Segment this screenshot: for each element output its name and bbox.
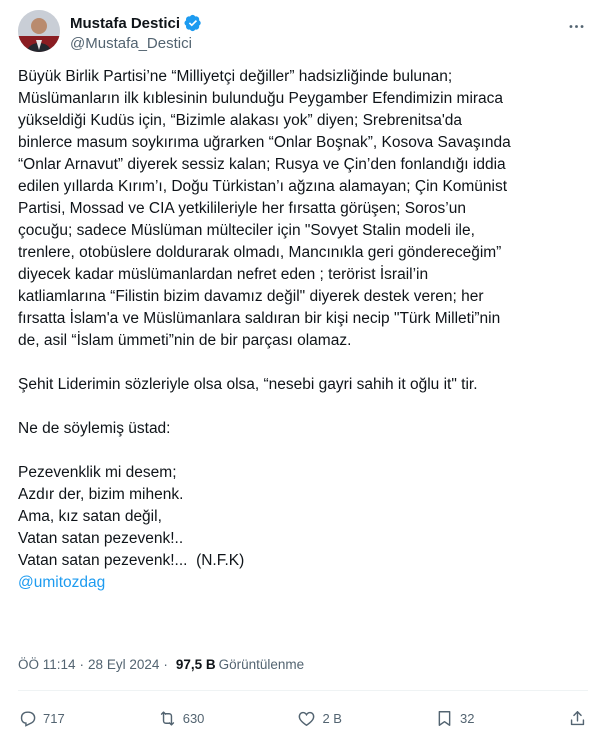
author-names: [70, 13, 202, 52]
view-count[interactable]: 97,5 B: [175, 657, 216, 672]
poem-line: Vatan satan pezevenk!..: [18, 530, 184, 547]
bookmark-count: 32: [459, 710, 475, 726]
poem-line: Vatan satan pezevenk!... (N.F.K): [18, 552, 245, 569]
body-line: “Onlar Arnavut” diyerek sessiz kalan; Rusya ve Çin’den fonlandığı iddia: [18, 156, 506, 173]
verified-badge-icon: [184, 14, 202, 32]
body-line: diyecek kadar müslümanlardan nefret eden ; terörist İsrail’in: [18, 266, 429, 283]
meta-separator: ·: [79, 657, 85, 672]
avatar[interactable]: [18, 10, 60, 52]
body-line: trenlere, otobüslere doldurarak olmadı, Mancınıkla geri göndereceğim”: [18, 244, 502, 261]
tweet-meta: [18, 657, 588, 672]
handle[interactable]: @Mustafa_Destici: [70, 35, 192, 52]
repost-button[interactable]: [158, 709, 205, 728]
share-button[interactable]: [568, 709, 588, 728]
meta-separator: ·: [163, 657, 168, 672]
bookmark-icon: [435, 709, 454, 728]
poem-line: Ama, kız satan değil,: [18, 508, 162, 525]
reply-icon: [18, 709, 37, 728]
reply-count: 717: [43, 710, 65, 726]
like-button[interactable]: [297, 709, 342, 728]
intro-line: Ne de söylemiş üstad:: [18, 420, 171, 437]
share-icon: [568, 709, 587, 728]
tweet-text: [18, 66, 588, 594]
action-bar: [18, 706, 588, 730]
body-line: de, asil “İslam ümmeti”nin de bir parçası olamaz.: [18, 332, 352, 349]
body-line: Partisi, Mossad ve CIA yetkilileriyle her fırsatta görüşen; Soros’un: [18, 200, 466, 217]
more-icon[interactable]: [564, 14, 588, 38]
quote-line: Şehit Liderimin sözleriyle olsa olsa, “nesebi gayri sahih it oğlu it" tir.: [18, 376, 478, 393]
reply-button[interactable]: [18, 709, 65, 728]
poem-line: Pezevenklik mi desem;: [18, 464, 177, 481]
bookmark-button[interactable]: [435, 709, 475, 728]
poem-line: Azdır der, bizim mihenk.: [18, 486, 184, 503]
body-line: yükseldiği Kudüs için, “Bizimle alakası yok” diyen; Srebrenitsa'da: [18, 112, 463, 129]
mention-link[interactable]: @umitozdag: [18, 574, 106, 591]
body-line: fırsatta İslam'a ve Müslümanlara saldıran bir kişi necip "Türk Milleti”nin: [18, 310, 501, 327]
body-line: Büyük Birlik Partisi’ne “Milliyetçi değiller” hadsizliğinde bulunan;: [18, 68, 453, 85]
body-line: Müslümanların ilk kıblesinin bulunduğu Peygamber Efendimizin miraca: [18, 90, 504, 107]
body-line: çocuğu; sadece Müslüman mülteciler için "Sovyet Stalin modeli ile,: [18, 222, 475, 239]
body-line: binlerce masum soykırıma uğrarken “Onlar Boşnak”, Kosova Savaşında: [18, 134, 511, 151]
repost-count: 630: [182, 710, 205, 726]
body-line: katliamlarına “Filistin bizim davamız değil" diyerek destek veren; her: [18, 288, 484, 305]
post-date[interactable]: 28 Eyl 2024: [88, 657, 160, 672]
repost-icon: [158, 709, 177, 728]
divider: [18, 690, 588, 691]
tweet-header: [18, 10, 588, 54]
body-line: edilen yıllarda Kırım’ı, Doğu Türkistan’ı ağzına alamayan; Çin Komünist: [18, 178, 508, 195]
like-count: 2 B: [322, 710, 342, 726]
view-label: Görüntülenme: [218, 657, 305, 672]
display-name[interactable]: Mustafa Destici: [70, 14, 181, 32]
post-time[interactable]: ÖÖ 11:14: [18, 657, 76, 672]
like-icon: [297, 709, 316, 728]
